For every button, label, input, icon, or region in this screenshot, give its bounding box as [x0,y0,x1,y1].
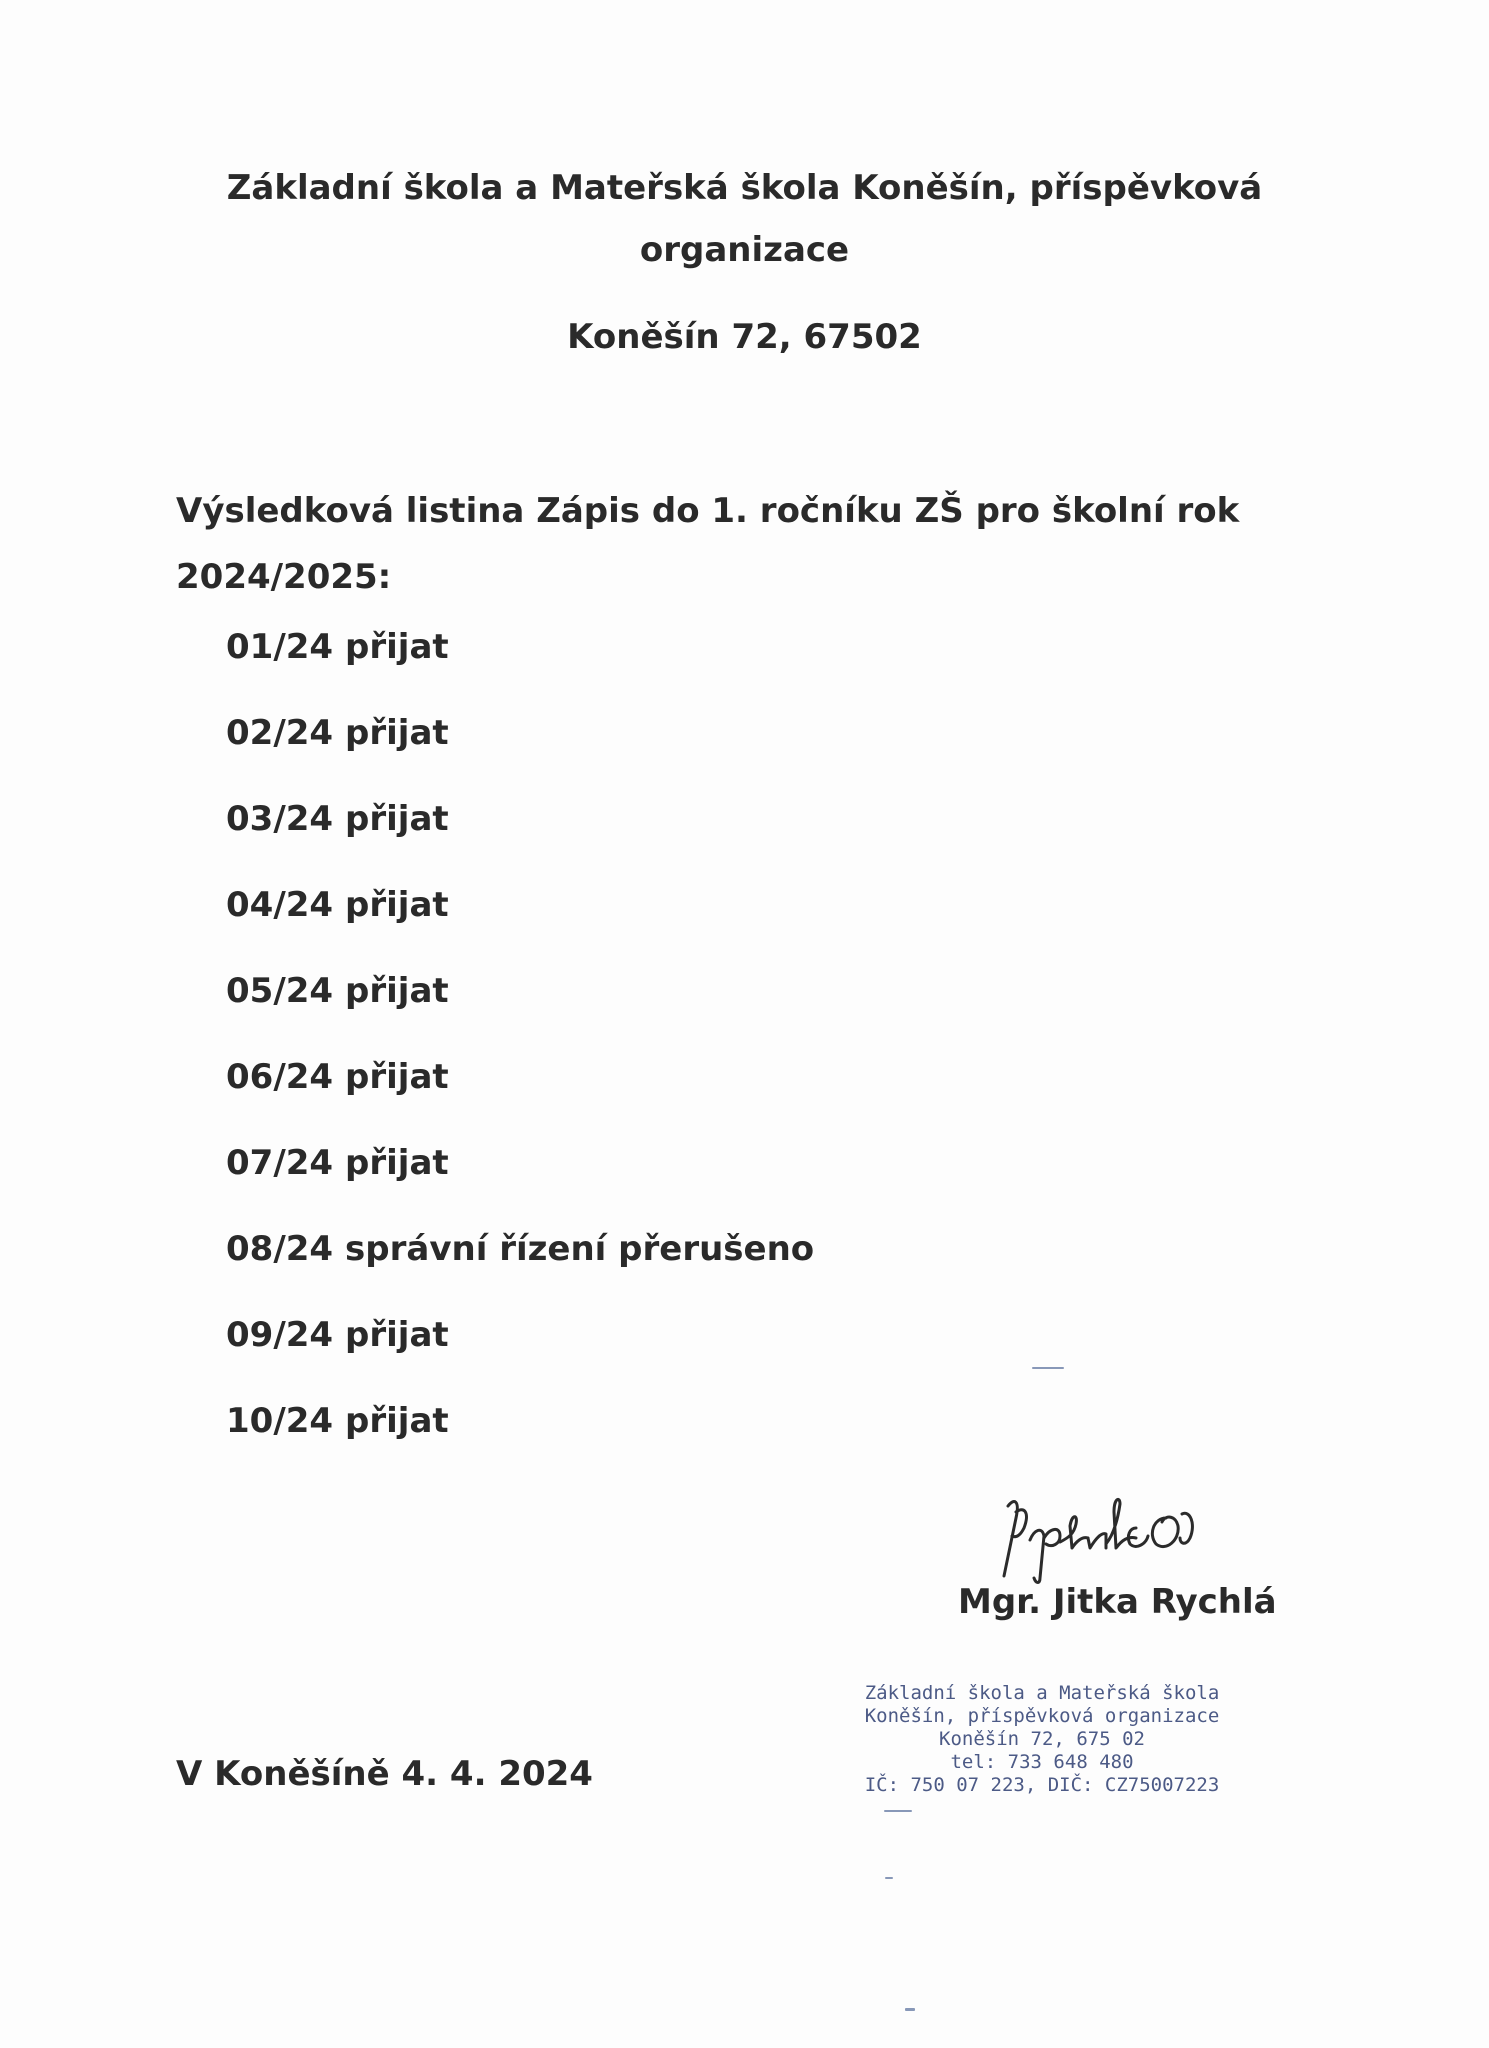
result-code: 02/24 [226,713,334,753]
official-stamp [862,1682,1222,1797]
result-code: 01/24 [226,627,334,667]
stamp-line4: tel: 733 648 480 [950,1751,1134,1773]
result-status: přijat [345,1143,449,1183]
handwritten-signature [990,1478,1280,1588]
list-item [226,1057,814,1143]
school-name-line2: organizace [639,230,850,270]
document-title [176,478,1276,610]
stamp-line5: IČ: 750 07 223, DIČ: CZ75007223 [864,1774,1220,1796]
result-code: 10/24 [226,1401,334,1441]
place-and-date: V Koněšíně 4. 4. 2024 [176,1754,593,1794]
result-code: 06/24 [226,1057,334,1097]
scan-speck [884,1810,912,1812]
result-code: 04/24 [226,885,334,925]
result-code: 08/24 [226,1229,334,1269]
scan-speck [905,2008,915,2011]
result-status: přijat [345,799,449,839]
document-title-line2: 2024/2025: [176,557,392,597]
result-code: 07/24 [226,1143,334,1183]
result-code: 09/24 [226,1315,334,1355]
stamp-line3: Koněšín 72, 675 02 [939,1728,1145,1750]
scan-speck [885,1877,893,1879]
result-status: správní řízení přerušeno [345,1229,815,1269]
result-status: přijat [345,1315,449,1355]
result-status: přijat [345,713,449,753]
list-item [226,1401,814,1487]
list-item [226,799,814,885]
school-name-line1: Základní škola a Mateřská škola Koněšín, příspěvková [226,168,1263,208]
list-item [226,971,814,1057]
list-item [226,1229,814,1315]
document-title-line1: Výsledková listina Zápis do 1. ročníku ZŠ pro školní rok [176,491,1240,531]
list-item [226,1315,814,1401]
result-code: 05/24 [226,971,334,1011]
list-item [226,1143,814,1229]
result-status: přijat [345,971,449,1011]
results-list [226,627,814,1487]
signer-name: Mgr. Jitka Rychlá [958,1582,1277,1622]
stamp-line1: Základní škola a Mateřská škola [864,1682,1220,1704]
scan-speck [1032,1367,1064,1369]
result-status: přijat [345,1057,449,1097]
result-status: přijat [345,885,449,925]
list-item [226,885,814,971]
list-item [226,713,814,799]
list-item [226,627,814,713]
stamp-line2: Koněšín, příspěvková organizace [864,1705,1220,1727]
school-address: Koněšín 72, 67502 [567,317,922,357]
result-status: přijat [345,1401,449,1441]
result-status: přijat [345,627,449,667]
result-code: 03/24 [226,799,334,839]
